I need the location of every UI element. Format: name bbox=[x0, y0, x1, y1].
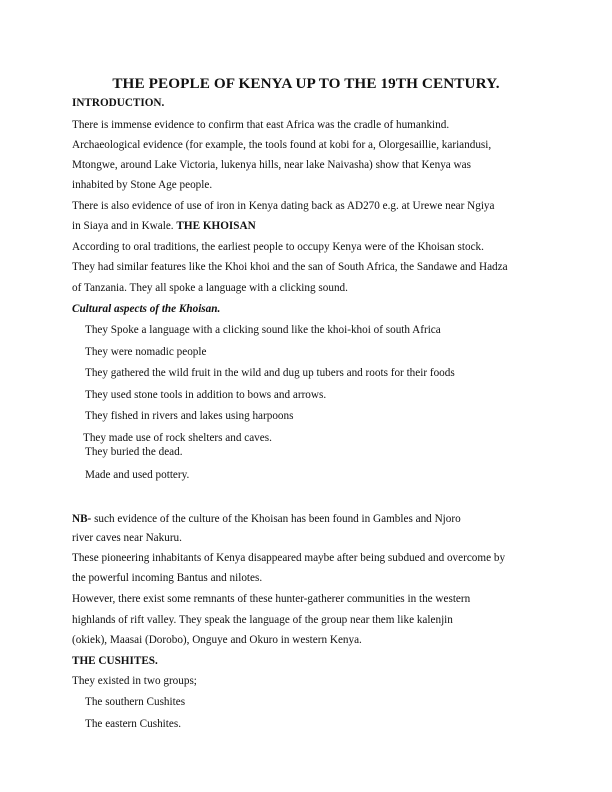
cultural-item-4: They used stone tools in addition to bows and arrows. bbox=[85, 389, 327, 401]
cultural-item-7: They buried the dead. bbox=[85, 446, 183, 458]
khoisan-heading: THE KHOISAN bbox=[176, 220, 256, 232]
cultural-item-2: They were nomadic people bbox=[85, 346, 207, 358]
document-title: THE PEOPLE OF KENYA UP TO THE 19TH CENTURY. bbox=[112, 75, 500, 92]
khoisan-line-2: They had similar features like the Khoi khoi and the san of South Africa, the Sandawe and Hadza bbox=[72, 261, 508, 273]
cushites-group-2: The eastern Cushites. bbox=[85, 718, 182, 730]
nb-text: such evidence of the culture of the Khoisan has been found in Gambles and Njoro bbox=[91, 513, 461, 525]
introduction-heading: INTRODUCTION. bbox=[72, 97, 165, 109]
nb-line-4: the powerful incoming Bantus and nilotes. bbox=[72, 572, 263, 584]
cushites-intro: They existed in two groups; bbox=[72, 675, 197, 687]
intro-line-2: Archaeological evidence (for example, the tools found at kobi for a, Olorgesaillie, kariandusi, bbox=[72, 139, 492, 151]
nb-line-1 bbox=[72, 513, 461, 526]
khoisan-line-3: of Tanzania. They all spoke a language with a clicking sound. bbox=[72, 282, 348, 294]
cultural-item-6: They made use of rock shelters and caves. bbox=[83, 432, 272, 444]
nb-line-6: highlands of rift valley. They speak the language of the group near them like kalenjin bbox=[72, 614, 453, 626]
khoisan-line-1: According to oral traditions, the earliest people to occupy Kenya were of the Khoisan stock. bbox=[72, 241, 484, 253]
cultural-item-3: They gathered the wild fruit in the wild and dug up tubers and roots for their foods bbox=[85, 367, 455, 379]
cultural-aspects-heading: Cultural aspects of the Khoisan. bbox=[72, 303, 221, 315]
intro-line-1: There is immense evidence to confirm that east Africa was the cradle of humankind. bbox=[72, 119, 450, 131]
cultural-item-1: They Spoke a language with a clicking sound like the khoi-khoi of south Africa bbox=[85, 324, 441, 336]
nb-line-2: river caves near Nakuru. bbox=[72, 532, 182, 544]
cushites-group-1: The southern Cushites bbox=[85, 696, 186, 708]
nb-label: NB- bbox=[72, 513, 92, 525]
nb-line-5: However, there exist some remnants of these hunter-gatherer communities in the western bbox=[72, 593, 471, 605]
cultural-item-8: Made and used pottery. bbox=[85, 469, 190, 481]
intro-line-3: Mtongwe, around Lake Victoria, lukenya hills, near lake Naivasha) show that Kenya was bbox=[72, 159, 471, 171]
nb-line-3: These pioneering inhabitants of Kenya disappeared maybe after being subdued and overcome by bbox=[72, 552, 506, 564]
intro-line-6 bbox=[72, 220, 256, 233]
cushites-heading: THE CUSHITES. bbox=[72, 655, 158, 667]
intro-line-4: inhabited by Stone Age people. bbox=[72, 179, 213, 191]
cultural-item-5: They fished in rivers and lakes using harpoons bbox=[85, 410, 294, 422]
nb-line-7: (okiek), Maasai (Dorobo), Onguye and Okuro in western Kenya. bbox=[72, 634, 362, 646]
intro-line-6-text: in Siaya and in Kwale. bbox=[72, 220, 177, 232]
intro-line-5: There is also evidence of use of iron in Kenya dating back as AD270 e.g. at Urewe near Ngiya bbox=[72, 200, 495, 212]
